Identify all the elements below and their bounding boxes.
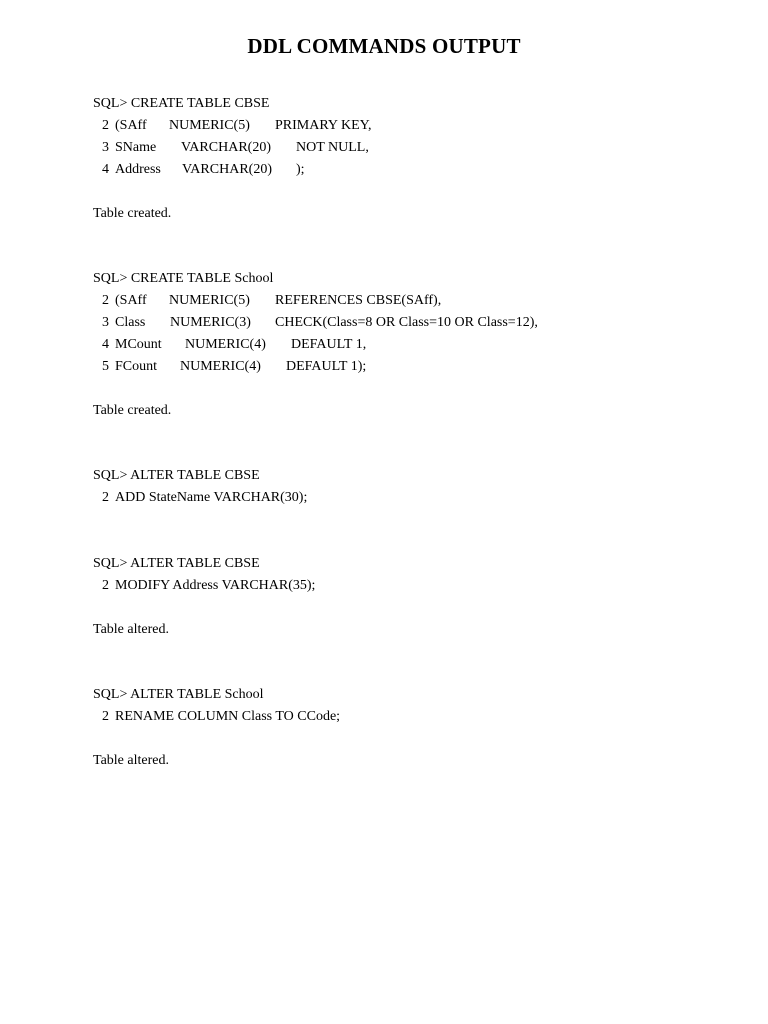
column-name: Class [115,315,146,330]
sql-prompt: SQL> CREATE TABLE School [93,271,274,286]
sql-prompt: SQL> ALTER TABLE CBSE [93,556,260,571]
code-text: MODIFY Address VARCHAR(35); [115,578,316,593]
page-title: DDL COMMANDS OUTPUT [247,34,521,58]
code-text: ADD StateName VARCHAR(30); [115,490,308,505]
sql-result: Table altered. [93,622,169,637]
code-line [93,292,441,310]
line-number: 2 [102,709,109,724]
column-constraint: DEFAULT 1, [291,337,367,352]
code-line [93,314,538,332]
sql-result: Table created. [93,403,172,418]
code-line [93,161,305,179]
column-constraint: DEFAULT 1); [286,359,367,374]
code-line [93,577,315,595]
column-constraint: ); [296,162,305,177]
column-constraint: NOT NULL, [296,140,369,155]
code-line [93,336,366,354]
line-number: 2 [102,118,109,133]
sql-result: Table altered. [93,753,169,768]
sql-prompt: SQL> ALTER TABLE School [93,687,264,702]
column-name: (SAff [115,293,147,308]
column-type: VARCHAR(20) [182,162,272,177]
column-type: NUMERIC(4) [185,337,266,352]
code-text: RENAME COLUMN Class TO CCode; [115,709,341,724]
line-number: 2 [102,578,109,593]
line-number: 4 [102,162,109,177]
code-line [93,489,307,507]
column-type: VARCHAR(20) [181,140,271,155]
code-line [93,358,366,376]
code-line [93,117,371,135]
column-name: FCount [115,359,158,374]
line-number: 3 [102,140,109,155]
column-constraint: REFERENCES CBSE(SAff), [275,293,442,308]
column-name: (SAff [115,118,147,133]
column-constraint: CHECK(Class=8 OR Class=10 OR Class=12), [275,315,538,330]
column-type: NUMERIC(3) [170,315,251,330]
column-name: SName [115,140,157,155]
column-type: NUMERIC(4) [180,359,261,374]
column-name: MCount [115,337,162,352]
sql-prompt: SQL> ALTER TABLE CBSE [93,468,260,483]
column-type: NUMERIC(5) [169,293,250,308]
column-type: NUMERIC(5) [169,118,250,133]
code-line [93,708,340,726]
column-name: Address [115,162,161,177]
sql-result: Table created. [93,206,172,221]
line-number: 2 [102,293,109,308]
line-number: 2 [102,490,109,505]
code-line [93,139,369,157]
sql-prompt: SQL> CREATE TABLE CBSE [93,96,270,111]
column-constraint: PRIMARY KEY, [275,118,372,133]
line-number: 3 [102,315,109,330]
line-number: 4 [102,337,109,352]
line-number: 5 [102,359,109,374]
